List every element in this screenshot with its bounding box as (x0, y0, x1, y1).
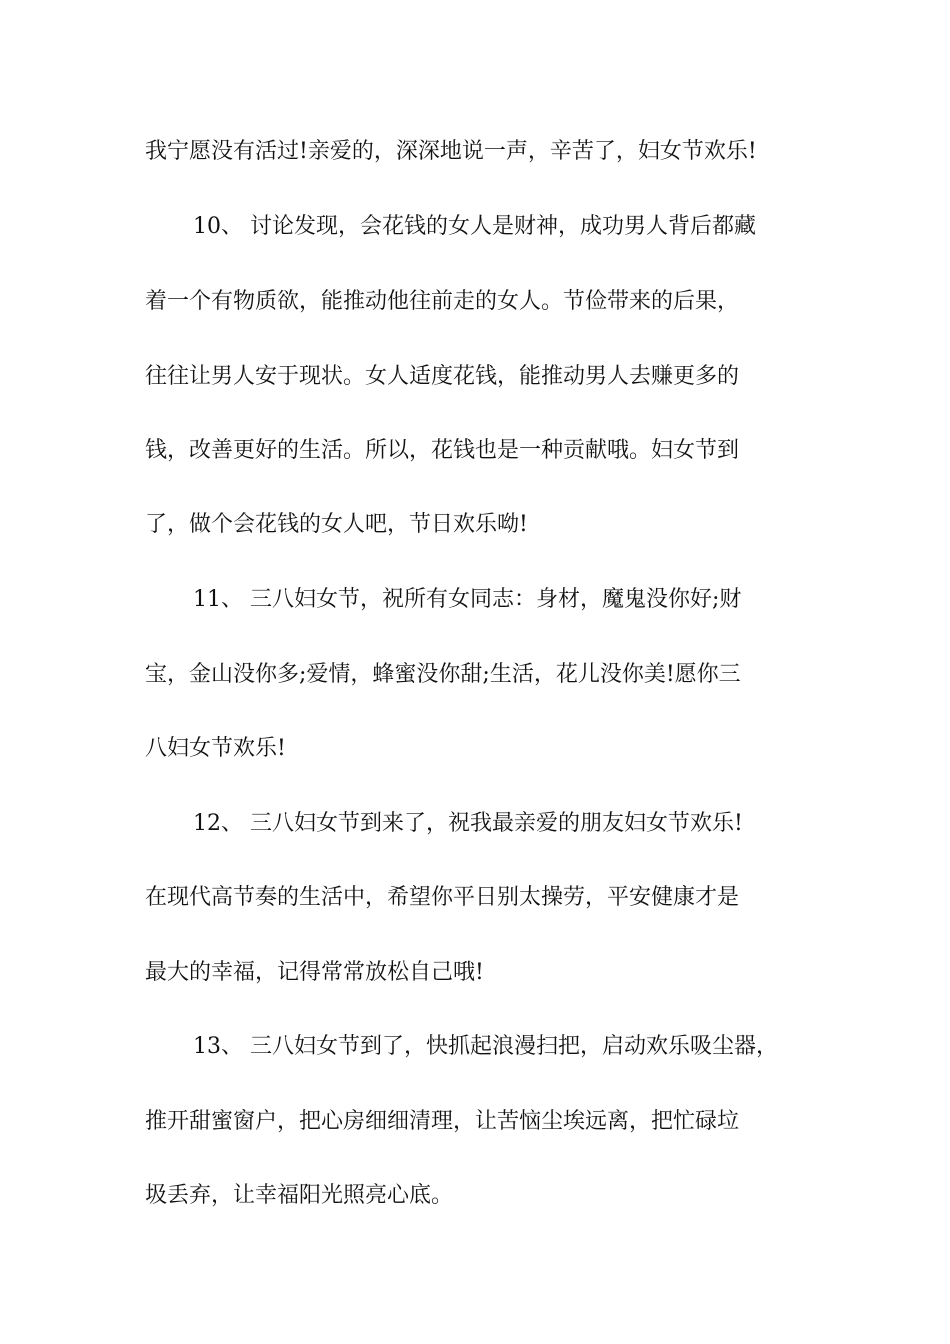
text-line: 宝，金山没你多;爱情，蜂蜜没你甜;生活，花儿没你美!愿你三 (145, 662, 741, 687)
text-line: 最大的幸福，记得常常放松自己哦! (145, 960, 484, 985)
text-line: 推开甜蜜窗户，把心房细细清理，让苦恼尘埃远离，把忙碌垃 (145, 1109, 740, 1134)
text-line: 在现代高节奏的生活中，希望你平日别太操劳，平安健康才是 (145, 885, 740, 910)
text-line: 圾丢弃，让幸福阳光照亮心底。 (145, 1183, 454, 1208)
paragraph-13-start: 13、 三八妇女节到了，快抓起浪漫扫把，启动欢乐吸尘器， (193, 1034, 778, 1059)
text-line: 着一个有物质欲，能推动他往前走的女人。节俭带来的后果， (145, 289, 740, 314)
text-line: 我宁愿没有活过!亲爱的，深深地说一声，辛苦了，妇女节欢乐! (145, 139, 757, 164)
paragraph-12-start: 12、 三八妇女节到来了，祝我最亲爱的朋友妇女节欢乐! (193, 811, 743, 836)
paragraph-11-start: 11、 三八妇女节，祝所有女同志：身材，魔鬼没你好;财 (193, 587, 742, 612)
text-line: 往往让男人安于现状。女人适度花钱，能推动男人去赚更多的 (145, 364, 740, 389)
text-line: 钱，改善更好的生活。所以，花钱也是一种贡献哦。妇女节到 (145, 438, 740, 463)
text-line: 八妇女节欢乐! (145, 736, 286, 761)
text-line: 了，做个会花钱的女人吧，节日欢乐呦! (145, 512, 528, 537)
paragraph-10-start: 10、 讨论发现，会花钱的女人是财神，成功男人背后都藏 (193, 214, 756, 239)
